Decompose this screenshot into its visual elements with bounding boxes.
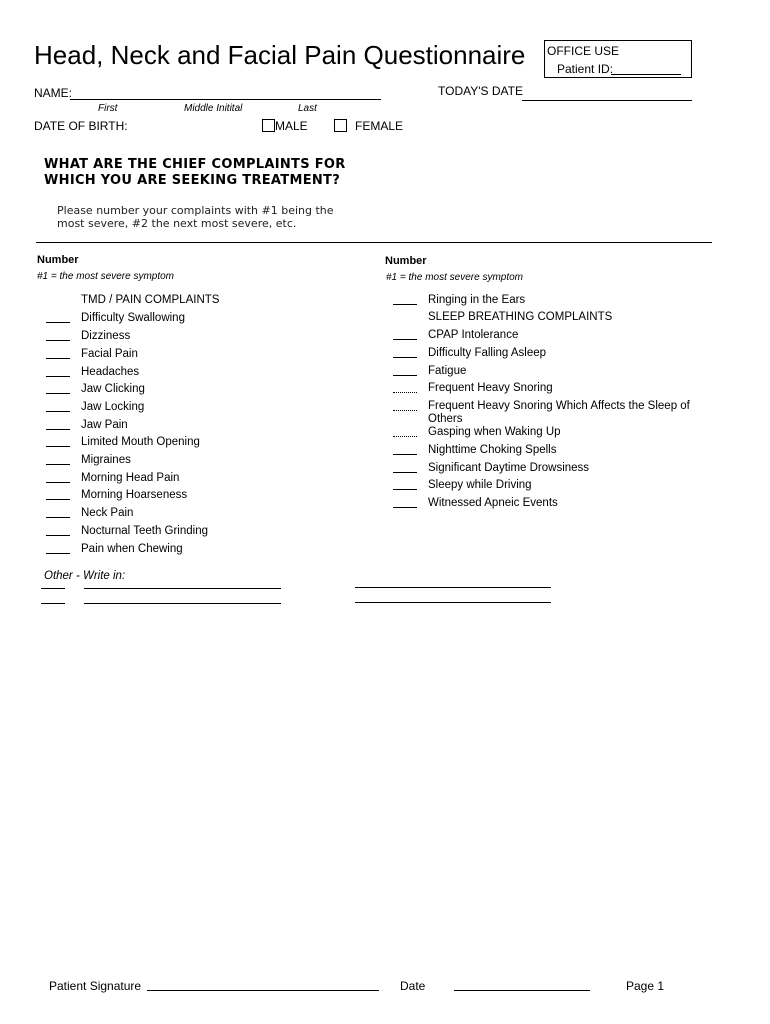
male-checkbox[interactable] (262, 119, 275, 132)
complaint-item: Jaw Locking (81, 401, 145, 413)
rank-input[interactable] (46, 393, 70, 394)
female-label: FEMALE (355, 119, 404, 133)
rank-input[interactable] (393, 410, 417, 411)
complaints-heading-line1: WHAT ARE THE CHIEF COMPLAINTS FOR (44, 157, 346, 172)
complaints-heading-line2: WHICH YOU ARE SEEKING TREATMENT? (44, 173, 341, 188)
left-section-heading: TMD / PAIN COMPLAINTS (81, 294, 220, 306)
section-divider (36, 242, 712, 243)
todays-date-field[interactable] (522, 100, 692, 101)
complaints-heading (44, 157, 346, 189)
rank-input[interactable] (46, 411, 70, 412)
signature-label: Patient Signature (49, 979, 142, 993)
complaint-item: Nighttime Choking Spells (428, 444, 557, 456)
complaint-item: Fatigue (428, 365, 467, 377)
rank-input[interactable] (393, 472, 417, 473)
rank-input[interactable] (46, 429, 70, 430)
complaint-item: Difficulty Falling Asleep (428, 347, 547, 359)
name-label: NAME: (34, 86, 73, 100)
male-label: MALE (275, 119, 308, 133)
right-number-label: Number (385, 255, 427, 267)
first-name-caption: First (98, 103, 118, 114)
rank-input[interactable] (393, 304, 417, 305)
female-checkbox[interactable] (334, 119, 347, 132)
rank-input[interactable] (46, 553, 70, 554)
rank-input[interactable] (393, 375, 417, 376)
name-field[interactable] (70, 99, 381, 100)
rank-input[interactable] (393, 436, 417, 437)
rank-input[interactable] (46, 358, 70, 359)
complaint-item: Nocturnal Teeth Grinding (81, 525, 208, 537)
page-number: Page 1 (626, 979, 665, 993)
other-rank-input[interactable] (41, 588, 65, 589)
instructions-line1: Please number your complaints with #1 being the (57, 204, 334, 217)
complaint-item: Migraines (81, 454, 131, 466)
complaint-item: Sleepy while Driving (428, 479, 532, 491)
right-section-heading: SLEEP BREATHING COMPLAINTS (428, 311, 613, 323)
other-rank-input[interactable] (41, 603, 65, 604)
complaint-item: Difficulty Swallowing (81, 312, 185, 324)
left-number-label: Number (37, 254, 79, 266)
dob-label: DATE OF BIRTH: (34, 119, 128, 133)
instructions-text (57, 204, 334, 230)
rank-input[interactable] (46, 499, 70, 500)
rank-input[interactable] (393, 392, 417, 393)
complaint-item: Jaw Pain (81, 419, 128, 431)
other-write-in-field[interactable] (84, 588, 281, 589)
other-write-in-label: Other - Write in: (44, 570, 126, 582)
rank-input[interactable] (46, 340, 70, 341)
middle-initial-caption: Middle Initital (184, 103, 243, 114)
rank-input[interactable] (393, 489, 417, 490)
rank-input[interactable] (46, 446, 70, 447)
rank-input[interactable] (393, 507, 417, 508)
rank-input[interactable] (46, 376, 70, 377)
complaint-item: Pain when Chewing (81, 543, 183, 555)
office-use-label: OFFICE USE (547, 44, 620, 58)
complaint-item: Frequent Heavy Snoring Which Affects the Sleep of Others (428, 400, 690, 425)
complaint-item: Neck Pain (81, 507, 134, 519)
right-severity-note: #1 = the most severe symptom (386, 272, 524, 283)
other-write-in-field[interactable] (84, 603, 281, 604)
rank-input[interactable] (393, 339, 417, 340)
other-write-in-field[interactable] (355, 602, 551, 603)
rank-input[interactable] (46, 482, 70, 483)
complaint-item: Morning Hoarseness (81, 489, 188, 501)
rank-input[interactable] (46, 464, 70, 465)
complaint-item: Frequent Heavy Snoring (428, 382, 553, 394)
instructions-line2: most severe, #2 the next most severe, etc. (57, 217, 297, 230)
complaint-item: Jaw Clicking (81, 383, 145, 395)
todays-date-label: TODAY'S DATE (438, 84, 523, 98)
other-write-in-field[interactable] (355, 587, 551, 588)
complaint-item: Dizziness (81, 330, 131, 342)
signature-field[interactable] (147, 990, 379, 991)
rank-input[interactable] (393, 357, 417, 358)
rank-input[interactable] (46, 322, 70, 323)
page-title: Head, Neck and Facial Pain Questionnaire (34, 40, 526, 70)
rank-input[interactable] (46, 517, 70, 518)
rank-input[interactable] (46, 535, 70, 536)
complaint-item: Morning Head Pain (81, 472, 180, 484)
left-severity-note: #1 = the most severe symptom (37, 271, 175, 282)
complaint-item: Ringing in the Ears (428, 294, 526, 306)
complaint-item: Significant Daytime Drowsiness (428, 462, 590, 474)
complaint-item: Headaches (81, 366, 140, 378)
complaint-item: Facial Pain (81, 348, 138, 360)
patient-id-label: Patient ID: (557, 62, 614, 76)
signature-date-field[interactable] (454, 990, 590, 991)
office-use-box (544, 40, 692, 78)
complaint-item: Gasping when Waking Up (428, 426, 561, 438)
last-name-caption: Last (298, 103, 317, 114)
complaint-item: Limited Mouth Opening (81, 436, 200, 448)
date-label: Date (400, 979, 426, 993)
complaint-item: Witnessed Apneic Events (428, 497, 558, 509)
rank-input[interactable] (393, 454, 417, 455)
complaint-item: CPAP Intolerance (428, 329, 519, 341)
patient-id-field[interactable] (611, 74, 681, 75)
